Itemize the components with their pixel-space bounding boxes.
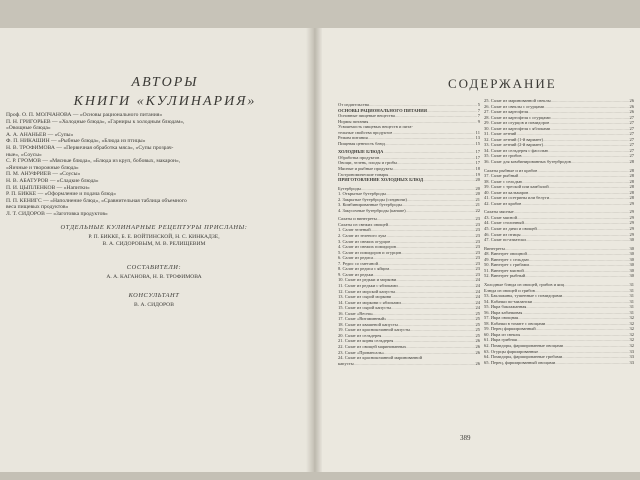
toc-entry-page: 23 [475, 244, 480, 250]
toc-entry-title: 64. Помидоры, фаршированные грибами [484, 354, 563, 360]
toc-entry-title: 3. Комбинированные бутерброды [338, 202, 402, 208]
toc-entry-page: 24 [475, 288, 480, 294]
toc-entry-title: 17. Салат «Витаминный» [338, 316, 387, 322]
toc-entry-title: Салаты из свежих овощей [338, 221, 389, 227]
toc-entry-page: 29 [629, 226, 634, 232]
toc-entry-title: 5. Салат из помидоров и огурцов [338, 249, 402, 255]
toc-entry-page: 25 [475, 316, 480, 322]
toc-entry [484, 360, 634, 366]
toc-entry-page: 30 [629, 251, 634, 257]
toc-entry-title: 60. Икра из свеклы [484, 331, 521, 337]
toc-column-2 [484, 98, 634, 365]
toc-entry-page: 27 [629, 147, 634, 153]
toc-entry-page: 27 [629, 114, 634, 120]
author-line: Н. В. АБАТУРОВ — «Сладкие блюда» [6, 177, 99, 184]
toc-entry-page: 13 [475, 135, 480, 141]
toc-entry-page: 23 [475, 216, 480, 222]
author-line: ные», «Соусы» [6, 151, 42, 158]
toc-title: СОДЕРЖАНИЕ [448, 76, 557, 91]
toc-entry-title: 24. Салат из краснокочанной маринованной [338, 355, 423, 361]
author-line: «Овощные блюда» [6, 125, 51, 132]
toc-entry [484, 201, 634, 207]
toc-entry-page: 25 [475, 321, 480, 327]
toc-entry-title: ХОЛОДНЫЕ БЛЮДА [338, 149, 384, 155]
toc-entry-page: 32 [629, 337, 634, 343]
toc-entry [484, 273, 634, 279]
toc-entry-page: 28 [629, 178, 634, 184]
toc-entry-title: Пищевая ценность блюд [338, 140, 385, 146]
toc-entry-page: 15 [475, 140, 480, 146]
toc-entry [338, 361, 480, 367]
toc-leader-dots [521, 201, 628, 207]
toc-column-1 [338, 102, 480, 366]
toc-entry-page: 28 [629, 195, 634, 201]
toc-entry-title: 8. Салат из редиса с яйцом [338, 266, 390, 272]
toc-entry-page: 26 [475, 343, 480, 349]
toc-entry-page: 20 [475, 185, 480, 191]
page-number: 389 [460, 434, 471, 442]
toc-entry-page: 30 [629, 237, 634, 243]
toc-entry-title: 15. Салат из сырой капусты [338, 305, 392, 311]
toc-entry-title: 26. Салат из свеклы с огурцами [484, 103, 545, 109]
toc-entry-page: 28 [629, 184, 634, 190]
toc-entry-page: 28 [629, 159, 634, 165]
toc-entry-page: 32 [629, 320, 634, 326]
toc-entry-page: 17 [475, 160, 480, 166]
toc-entry-page: 7 [477, 107, 480, 113]
toc-entry-title: 22. Салат из овощей маринованных [338, 343, 407, 349]
toc-entry-title: 31. Салат летний [484, 131, 517, 137]
toc-entry-page: 29 [629, 209, 634, 215]
toc-entry-title: 58. Кабачки в томате с овощами [484, 320, 546, 326]
toc-entry-page: 33 [629, 348, 634, 354]
toc-entry-page: 24 [475, 299, 480, 305]
toc-entry-page: 31 [629, 298, 634, 304]
toc-entry-page: 5 [477, 102, 480, 107]
toc-entry [338, 141, 480, 147]
toc-entry-page: 23 [475, 249, 480, 255]
toc-entry-page: 7 [477, 113, 480, 119]
author-line: веса пищевых продуктов» [6, 204, 69, 211]
recipes-names-line: В. А. СИДОРОВЫМ, М. В. РЕЛИЩЕВИМ [102, 241, 206, 247]
toc-entry-title: 3. Салат из свежих огурцов [338, 238, 391, 244]
toc-entry-title: 19. Салат из краснокочанной капусты [338, 327, 411, 333]
recipes-names-line: Р. П. БИККЕ, Б. Е. ВОЙТИНСКОЙ, Н. С. КИНКАДЗЕ, [88, 234, 220, 240]
toc-entry-title: Салаты мясные [484, 209, 514, 215]
toc-entry-title: 14. Салат из моркови с яблоками [338, 299, 401, 305]
toc-entry [484, 237, 634, 243]
toc-entry-page: 24 [475, 294, 480, 300]
toc-entry-page: 25 [475, 327, 480, 333]
toc-entry-page: 23 [475, 221, 480, 227]
toc-entry-page: 33 [629, 354, 634, 360]
toc-entry-title: 48. Винегрет овощной [484, 251, 527, 257]
toc-leader-dots [555, 360, 628, 366]
toc-entry-page: 26 [475, 349, 480, 355]
toc-entry-page: 11 [475, 129, 480, 135]
toc-entry-title: 62. Помидоры, фаршированные овощами [484, 342, 564, 348]
toc-entry-page: 29 [629, 231, 634, 237]
toc-entry-title: 33. Салат летний (2-й вариант) [484, 142, 543, 148]
toc-entry-title: Салаты рыбные и из крабов [484, 167, 538, 173]
author-line: П. Н. ГРИГОРЬЕВ — «Холодные блюда», «Гарниры к холодным блюдам», [6, 118, 185, 125]
author-line: Проф. О. П. МОЛЧАНОВА — «Основы рационального питания» [6, 112, 163, 118]
photo-background-top [0, 0, 640, 28]
toc-entry-title: 65. Перец, фаршированный овощами [484, 359, 556, 365]
toc-entry-title: 4. Салат из свежих помидоров [338, 244, 397, 250]
toc-entry-page: 30 [629, 262, 634, 268]
toc-entry-page: 31 [629, 287, 634, 293]
author-line: Л. Т. СИДОРОВ — «Заготовка продуктов» [6, 210, 108, 217]
toc-entry-page: 25 [475, 310, 480, 316]
toc-entry-title: 54. Кабачки по-милански [484, 298, 533, 304]
left-page [0, 28, 314, 472]
author-line: Ф. П. НИКАШИН — «Рыбные блюда», «Блюда из птицы» [6, 138, 146, 145]
toc-entry-title: 37. Салат рыбный [484, 173, 519, 179]
toc-entry-title: 46. Салат из птицы [484, 231, 521, 237]
toc-entry-page: 32 [629, 331, 634, 337]
toc-entry-title: ПРИГОТОВЛЕНИЕ ХОЛОДНЫХ БЛЮД [338, 177, 424, 183]
toc-entry-page: 31 [629, 304, 634, 310]
toc-entry-title: 9. Салат из редьки [338, 271, 374, 277]
toc-entry-title: 18. Салат из квашеной капусты [338, 321, 398, 327]
toc-entry-title: Гастрономические товары [338, 171, 389, 177]
toc-entry-title: тельные свойства продуктов [338, 129, 393, 135]
toc-entry [338, 177, 480, 183]
toc-entry-title: Бутерброды [338, 185, 361, 191]
toc-entry-page: 18 [475, 166, 480, 172]
toc-entry-title: 44. Салат столичный [484, 220, 524, 226]
toc-entry-title: 16. Салат «Весна» [338, 310, 374, 316]
toc-entry-page: 23 [475, 260, 480, 266]
toc-entry-page: 22 [475, 207, 480, 213]
toc-entry-page: 27 [629, 131, 634, 137]
authors-title: АВТОРЫ [131, 75, 199, 90]
toc-entry-title: 13. Салат из сырой моркови [338, 294, 392, 300]
toc-entry [338, 208, 480, 214]
toc-entry-page: 27 [629, 120, 634, 126]
book-title: КНИГИ «КУЛИНАРИЯ» [73, 94, 257, 109]
toc-entry-title: Обработка продуктов [338, 154, 380, 160]
book-gutter [306, 28, 322, 472]
author-line: П. П. КЕНИГС — «Наполнение блюд», «Сравнительная таблица объемного [6, 197, 187, 204]
toc-entry-page: 31 [629, 281, 634, 287]
toc-entry-title: 28. Салат из картофеля с огурцами [484, 114, 551, 120]
toc-entry-title: 43. Салат мясной [484, 214, 517, 220]
toc-entry-title: 57. Икра овощная [484, 315, 519, 321]
recipes-heading: ОТДЕЛЬНЫЕ КУЛИНАРНЫЕ РЕЦЕПТУРЫ ПРИСЛАНЫ: [60, 224, 248, 231]
toc-entry-page: 23 [475, 255, 480, 261]
compilers-heading: СОСТАВИТЕЛИ: [126, 264, 182, 271]
toc-entry-title: 21. Салат из корня сельдерея [338, 338, 394, 344]
toc-entry-page: 28 [629, 189, 634, 195]
toc-entry-page: 26 [475, 338, 480, 344]
toc-entry-title: 59. Перец фаршированный [484, 326, 536, 332]
toc-entry-page: 23 [475, 266, 480, 272]
toc-leader-dots [406, 208, 475, 214]
toc-entry-page: 33 [629, 359, 634, 365]
toc-entry-title: 50. Винегрет с грибами [484, 262, 529, 268]
toc-entry-page: 27 [629, 142, 634, 148]
toc-entry-title: 11. Салат из редьки с яблоками [338, 282, 398, 288]
toc-entry-title: 20. Салат из сельдерея [338, 332, 382, 338]
toc-entry-title: 27. Салат из картофеля [484, 109, 529, 115]
toc-entry-title: 41. Салат из осетрины или белуги [484, 195, 550, 201]
toc-entry-page: 19 [475, 171, 480, 177]
toc-entry-page: 26 [629, 109, 634, 115]
toc-entry-page: 27 [629, 136, 634, 142]
recipes-names [6, 234, 302, 248]
toc-entry-page: 30 [629, 245, 634, 251]
toc-entry-title: 40. Салат из кальмаров [484, 189, 529, 195]
author-line: П. М. АНУФРИЕВ — «Соусы» [6, 171, 81, 178]
toc-entry-title: 29. Салат из огурцов и помидоров [484, 120, 550, 126]
toc-entry-title: 12. Салат из морской капусты [338, 288, 396, 294]
toc-entry-title: 10. Салат из редьки и моркови [338, 277, 397, 283]
toc-entry-title: 63. Огурцы фаршированные [484, 348, 539, 354]
toc-entry-page: 20 [475, 191, 480, 197]
toc-entry-page: 31 [629, 309, 634, 315]
toc-entry-title: 61. Икра грибная [484, 337, 517, 343]
toc-entry-title: Винегреты [484, 245, 505, 251]
toc-entry-title: 51. Винегрет мясной [484, 267, 524, 273]
photo-background-bottom [0, 472, 640, 480]
toc-entry-page: 26 [629, 103, 634, 109]
toc-entry-title: Нормы питания [338, 118, 369, 124]
toc-entry-title: Усвояемость пищевых веществ и пита- [338, 124, 413, 130]
toc-entry-title: Мясные и рыбные продукты [338, 166, 393, 172]
toc-entry-title: 30. Салат из картофеля с яблоками [484, 125, 551, 131]
toc-entry-page: 29 [629, 220, 634, 226]
author-line: «Яичные и творожные блюда» [6, 164, 79, 171]
toc-entry-title: Основные пищевые вещества [338, 113, 395, 119]
toc-entry-title: 23. Салат «Провансаль» [338, 349, 385, 355]
toc-entry-page: 17 [475, 149, 480, 155]
toc-entry-title: 1. Открытые бутерброды [338, 191, 386, 197]
toc-entry-page: 24 [475, 282, 480, 288]
toc-entry-page: 32 [629, 315, 634, 321]
toc-entry-page: 23 [475, 227, 480, 233]
toc-entry-title: 45. Салат из дичи и овощей [484, 226, 537, 232]
toc-entry-title: 7. Редис со сметаной [338, 260, 379, 266]
toc-entry-page: 23 [475, 271, 480, 277]
toc-entry-title: 6. Салат из редиса [338, 255, 374, 261]
toc-entry-page: 30 [629, 267, 634, 273]
toc-entry-title: 35. Салат из грибов [484, 153, 522, 159]
toc-entry-page: 26 [629, 98, 634, 103]
toc-entry-page: 28 [629, 173, 634, 179]
toc-entry-page: 27 [629, 125, 634, 131]
toc-entry-title: 1. Салат зеленый [338, 227, 371, 233]
toc-entry-title: Блюда из овощей и грибов [484, 287, 535, 293]
toc-leader-dots [354, 361, 475, 367]
authors-list [6, 112, 302, 218]
consultant-heading: КОНСУЛЬТАНТ [128, 292, 180, 299]
toc-entry-page: 31 [629, 293, 634, 299]
toc-entry-page: 28 [629, 167, 634, 173]
toc-entry-title: 52. Винегрет рыбный [484, 273, 526, 279]
compilers-names: А. А. КАГАНОВА, Н. В. ТРОФИМОВА [106, 274, 202, 280]
toc-entry-page: 23 [475, 238, 480, 244]
toc-entry-title: ОСНОВЫ РАЦИОНАЛЬНОГО ПИТАНИЯ [338, 107, 428, 113]
author-line: П. И. ЦЫПЛЕНКОВ — «Напитки» [6, 184, 90, 191]
toc-entry-title: 42. Салат из крабов [484, 200, 522, 206]
toc-entry-page: 24 [475, 277, 480, 283]
toc-entry-title: 39. Салат с треской или камбалой [484, 184, 549, 190]
toc-entry-title: 36. Салат для комбинированных бутербродов [484, 159, 571, 165]
toc-entry-page: 30 [629, 273, 634, 279]
toc-entry-page: 32 [629, 326, 634, 332]
toc-entry-title: 2. Салат из зеленого лука [338, 233, 387, 239]
toc-entry-page: 24 [475, 305, 480, 311]
toc-leader-dots [525, 273, 628, 279]
toc-entry-title: От издательства [338, 102, 369, 107]
toc-entry-title: 47. Салат по-азиатски [484, 237, 526, 243]
toc-leader-dots [423, 177, 474, 183]
toc-leader-dots [385, 141, 475, 147]
toc-entry-page: 32 [629, 342, 634, 348]
toc-entry-title: 38. Салат с сельдью [484, 178, 523, 184]
toc-entry-page: 21 [475, 202, 480, 208]
toc-entry-page: 23 [475, 233, 480, 239]
toc-entry-title: 4. Закусочные бутерброды (канапе) [338, 207, 406, 213]
toc-leader-dots [526, 237, 629, 243]
toc-leader-dots [571, 159, 629, 165]
toc-entry-page: 30 [629, 256, 634, 262]
toc-entry-title: 32. Салат летний (1-й вариант) [484, 136, 543, 142]
toc-entry-title: 56. Икра кабачковая [484, 309, 523, 315]
toc-entry-title: капусты [338, 360, 354, 366]
toc-entry-title: 25. Салат из маринованной свеклы [484, 98, 551, 103]
toc-entry-title: 34. Салат из сельдерея с фасолью [484, 147, 549, 153]
toc-entry-page: 9 [477, 118, 480, 124]
author-line: С. Р. ГРОМОВ — «Мясные блюда», «Блюда из круп, бобовых, макарон», [6, 158, 181, 165]
toc-entry-page: 17 [475, 154, 480, 160]
toc-entry [484, 159, 634, 165]
toc-entry-title: Холодные блюда из овощей, грибов и яиц [484, 281, 565, 287]
toc-entry-page: 21 [475, 196, 480, 202]
toc-entry-title: 55. Икра баклажанная [484, 304, 527, 310]
toc-entry-title: 53. Баклажаны, тушенные с помидорами [484, 293, 563, 299]
author-line: А. А. АНАНЬЕВ — «Супы» [6, 131, 74, 138]
toc-entry-page: 29 [629, 214, 634, 220]
toc-entry-title: 2. Закрытые бутерброды (сэндвичи) [338, 196, 407, 202]
toc-entry-title: Овощи, зелень, плоды и грибы [338, 160, 398, 166]
toc-entry-page: 29 [629, 200, 634, 206]
toc-entry-page: 25 [475, 332, 480, 338]
toc-entry-title: Салаты и винегреты [338, 216, 377, 222]
author-line: Н. В. ТРОФИМОВА — «Первичная обработка мяса», «Супы прозрач- [6, 144, 174, 151]
author-line: Р. П. БИККЕ — «Оформление и подача блюд» [6, 191, 117, 198]
toc-entry-page: 27 [629, 153, 634, 159]
toc-entry-page: 26 [475, 360, 480, 366]
toc-entry-title: 49. Винегрет с сельдью [484, 256, 529, 262]
consultant-name: В. А. СИДОРОВ [134, 302, 174, 308]
toc-entry-page: 20 [475, 177, 480, 183]
toc-entry-title: Режим питания [338, 135, 368, 141]
